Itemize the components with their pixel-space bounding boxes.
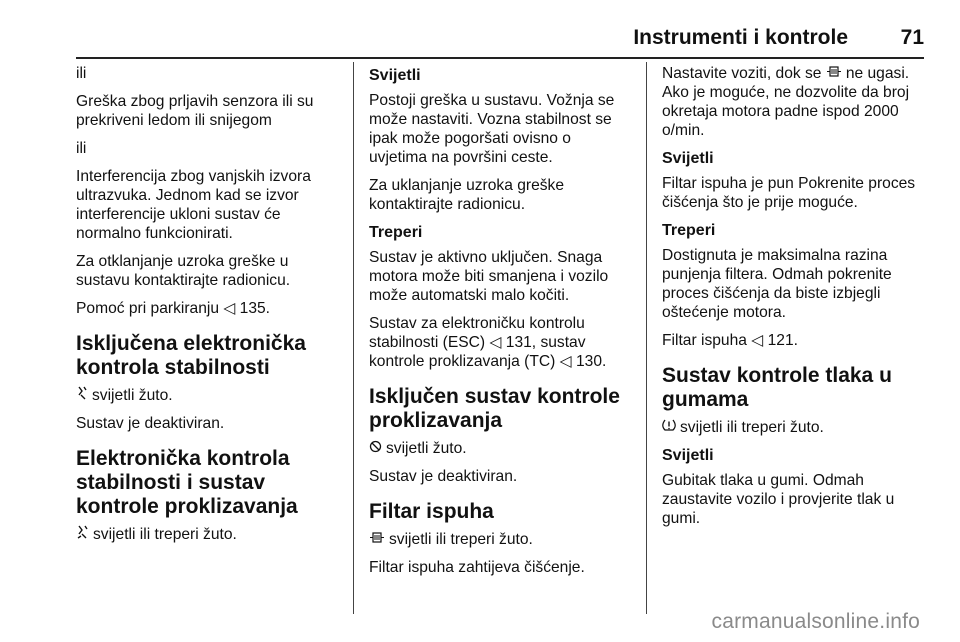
paragraph: Dostignuta je maksimalna razina punjenja filtera. Odmah pokrenite proces čišćenja da biste izbjegli oštećenje motora. <box>662 247 892 321</box>
section-heading: Isključen sustav kontrole proklizavanja <box>369 385 620 432</box>
esc-icon <box>76 525 89 544</box>
paragraph: Filtar ispuha zahtijeva čišćenje. <box>369 559 585 576</box>
page-number: 71 <box>900 26 924 49</box>
subheading: Treperi <box>662 222 716 239</box>
header-divider <box>76 57 924 59</box>
subheading: Treperi <box>369 224 423 241</box>
column-1 <box>76 64 340 553</box>
tire-pressure-icon <box>662 418 676 437</box>
column-divider-2 <box>646 62 647 614</box>
paragraph: svijetli ili treperi žuto. <box>76 525 340 544</box>
column-2 <box>369 64 633 586</box>
paragraph: svijetli ili treperi žuto. <box>369 530 633 549</box>
paragraph: Greška zbog prljavih senzora ili su prekriveni ledom ili snijegom <box>76 93 314 129</box>
tc-off-icon <box>369 439 382 458</box>
paragraph: Nastavite voziti, dok se ne ugasi. Ako je moguće, ne dozvolite da broj okretaja motora padne ispod 2000 o/min. <box>662 65 910 139</box>
paragraph: Interferencija zbog vanjskih izvora ultrazvuka. Jednom kad se izvor interferencije ukloni sustav će normalno funkcionirati. <box>76 168 311 242</box>
paragraph: Sustav je aktivno uključen. Snaga motora može biti smanjena i vozilo može automatski malo kočiti. <box>369 249 609 304</box>
section-heading: Isključena elektronička kontrola stabilnosti <box>76 332 306 379</box>
cross-reference: Pomoć pri parkiranju ◁ 135. <box>76 300 271 317</box>
paragraph: Gubitak tlaka u gumi. Odmah zaustavite vozilo i provjerite tlak u gumi. <box>662 472 895 527</box>
subheading: Svijetli <box>662 447 714 464</box>
cross-reference: Sustav za elektroničku kontrolu stabilnosti (ESC) ◁ 131, sustav kontrole proklizavanja (TC) ◁ 130. <box>369 315 607 370</box>
paragraph: Za uklanjanje uzroka greške kontaktirajte radionicu. <box>369 177 565 213</box>
paragraph: Sustav je deaktiviran. <box>369 468 518 485</box>
section-heading: Elektronička kontrola stabilnosti i sustav kontrole proklizavanja <box>76 447 298 518</box>
paragraph: Filtar ispuha je pun Pokrenite proces čišćenja što je prije moguće. <box>662 175 916 211</box>
watermark: carmanualsonline.info <box>711 610 920 633</box>
section-heading: Sustav kontrole tlaka u gumama <box>662 364 892 411</box>
paragraph: Za otklanjanje uzroka greške u sustavu kontaktirajte radionicu. <box>76 253 291 289</box>
paragraph: svijetli ili treperi žuto. <box>662 418 926 437</box>
paragraph: Postoji greška u sustavu. Vožnja se može nastaviti. Vozna stabilnost se ipak može pogoršati ovisno o uvjetima na površini ceste. <box>369 92 615 166</box>
column-divider-1 <box>353 62 354 614</box>
paragraph: svijetli žuto. <box>76 386 340 405</box>
exhaust-filter-icon <box>826 64 842 83</box>
paragraph: ili <box>76 65 87 82</box>
column-3 <box>662 64 926 537</box>
paragraph: ili <box>76 140 87 157</box>
page-title: Instrumenti i kontrole <box>633 26 848 49</box>
subheading: Svijetli <box>369 67 421 84</box>
exhaust-filter-icon <box>369 530 385 549</box>
paragraph: svijetli žuto. <box>369 439 633 458</box>
paragraph: Sustav je deaktiviran. <box>76 415 225 432</box>
esc-off-icon <box>76 386 88 405</box>
subheading: Svijetli <box>662 150 714 167</box>
page-header <box>0 0 960 60</box>
cross-reference: Filtar ispuha ◁ 121. <box>662 332 798 349</box>
section-heading: Filtar ispuha <box>369 500 494 523</box>
